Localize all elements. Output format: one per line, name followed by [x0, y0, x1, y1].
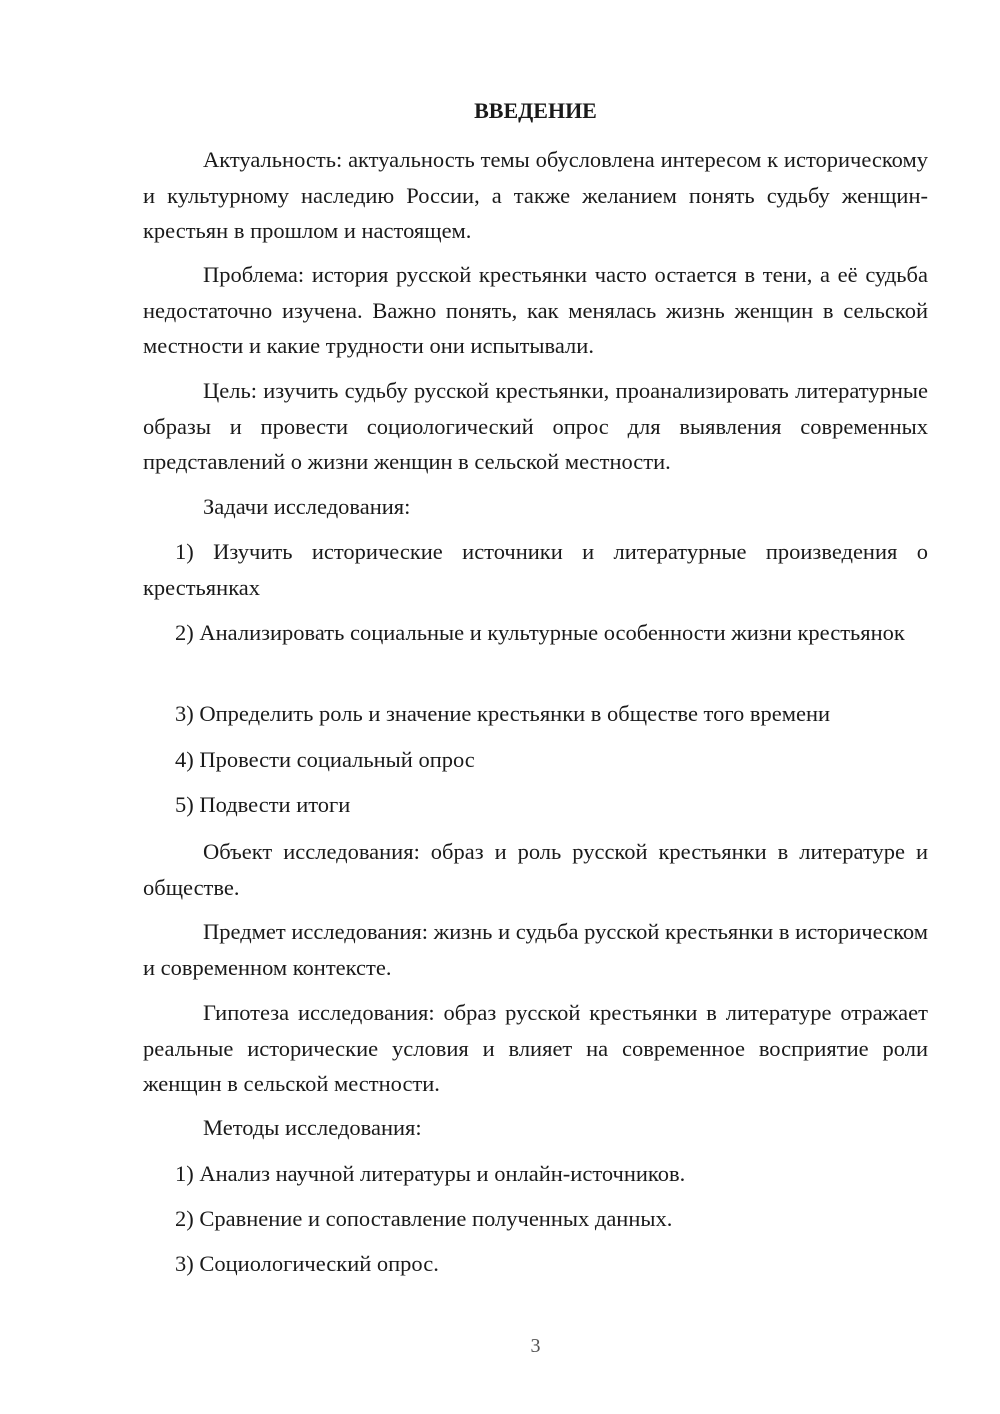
hypothesis-paragraph: Гипотеза исследования: образ русской крестьянки в литературе отражает реальные исторические условия и влияет на современное восприятие роли женщин в сельской местности.: [143, 1000, 928, 1096]
problem-paragraph: Проблема: история русской крестьянки часто остается в тени, а её судьба недостаточно изучена. Важно понять, как менялась жизнь женщин в сельской местности и какие трудности они испытывали.: [143, 262, 928, 358]
method-item: 1) Анализ научной литературы и онлайн-источников.: [175, 1161, 686, 1186]
tasks-heading: Задачи исследования:: [203, 494, 411, 519]
task-item: 2) Анализировать социальные и культурные особенности жизни крестьянок: [175, 620, 905, 645]
page-number: 3: [530, 1335, 541, 1357]
task-item: 4) Провести социальный опрос: [175, 747, 475, 772]
task-item: 3) Определить роль и значение крестьянки в обществе того времени: [175, 701, 831, 726]
subject-paragraph: Предмет исследования: жизнь и судьба русской крестьянки в историческом и современном контексте.: [143, 919, 928, 980]
object-paragraph: Объект исследования: образ и роль русской крестьянки в литературе и обществе.: [143, 839, 928, 900]
task-item: 1) Изучить исторические источники и литературные произведения о крестьянках: [143, 539, 928, 600]
relevance-paragraph: Актуальность: актуальность темы обусловлена интересом к историческому и культурному наследию России, а также желанием понять судьбу женщин-крестьян в прошлом и настоящем.: [143, 147, 928, 243]
method-item: 3) Социологический опрос.: [175, 1251, 439, 1276]
method-item: 2) Сравнение и сопоставление полученных данных.: [175, 1206, 673, 1231]
task-item: 5) Подвести итоги: [175, 792, 351, 817]
goal-paragraph: Цель: изучить судьбу русской крестьянки, проанализировать литературные образы и провести социологический опрос для выявления современных представлений о жизни женщин в сельской местности.: [143, 378, 928, 474]
section-title: ВВЕДЕНИЕ: [474, 98, 597, 123]
methods-heading: Методы исследования:: [203, 1115, 422, 1140]
document-page: [143, 0, 928, 1414]
